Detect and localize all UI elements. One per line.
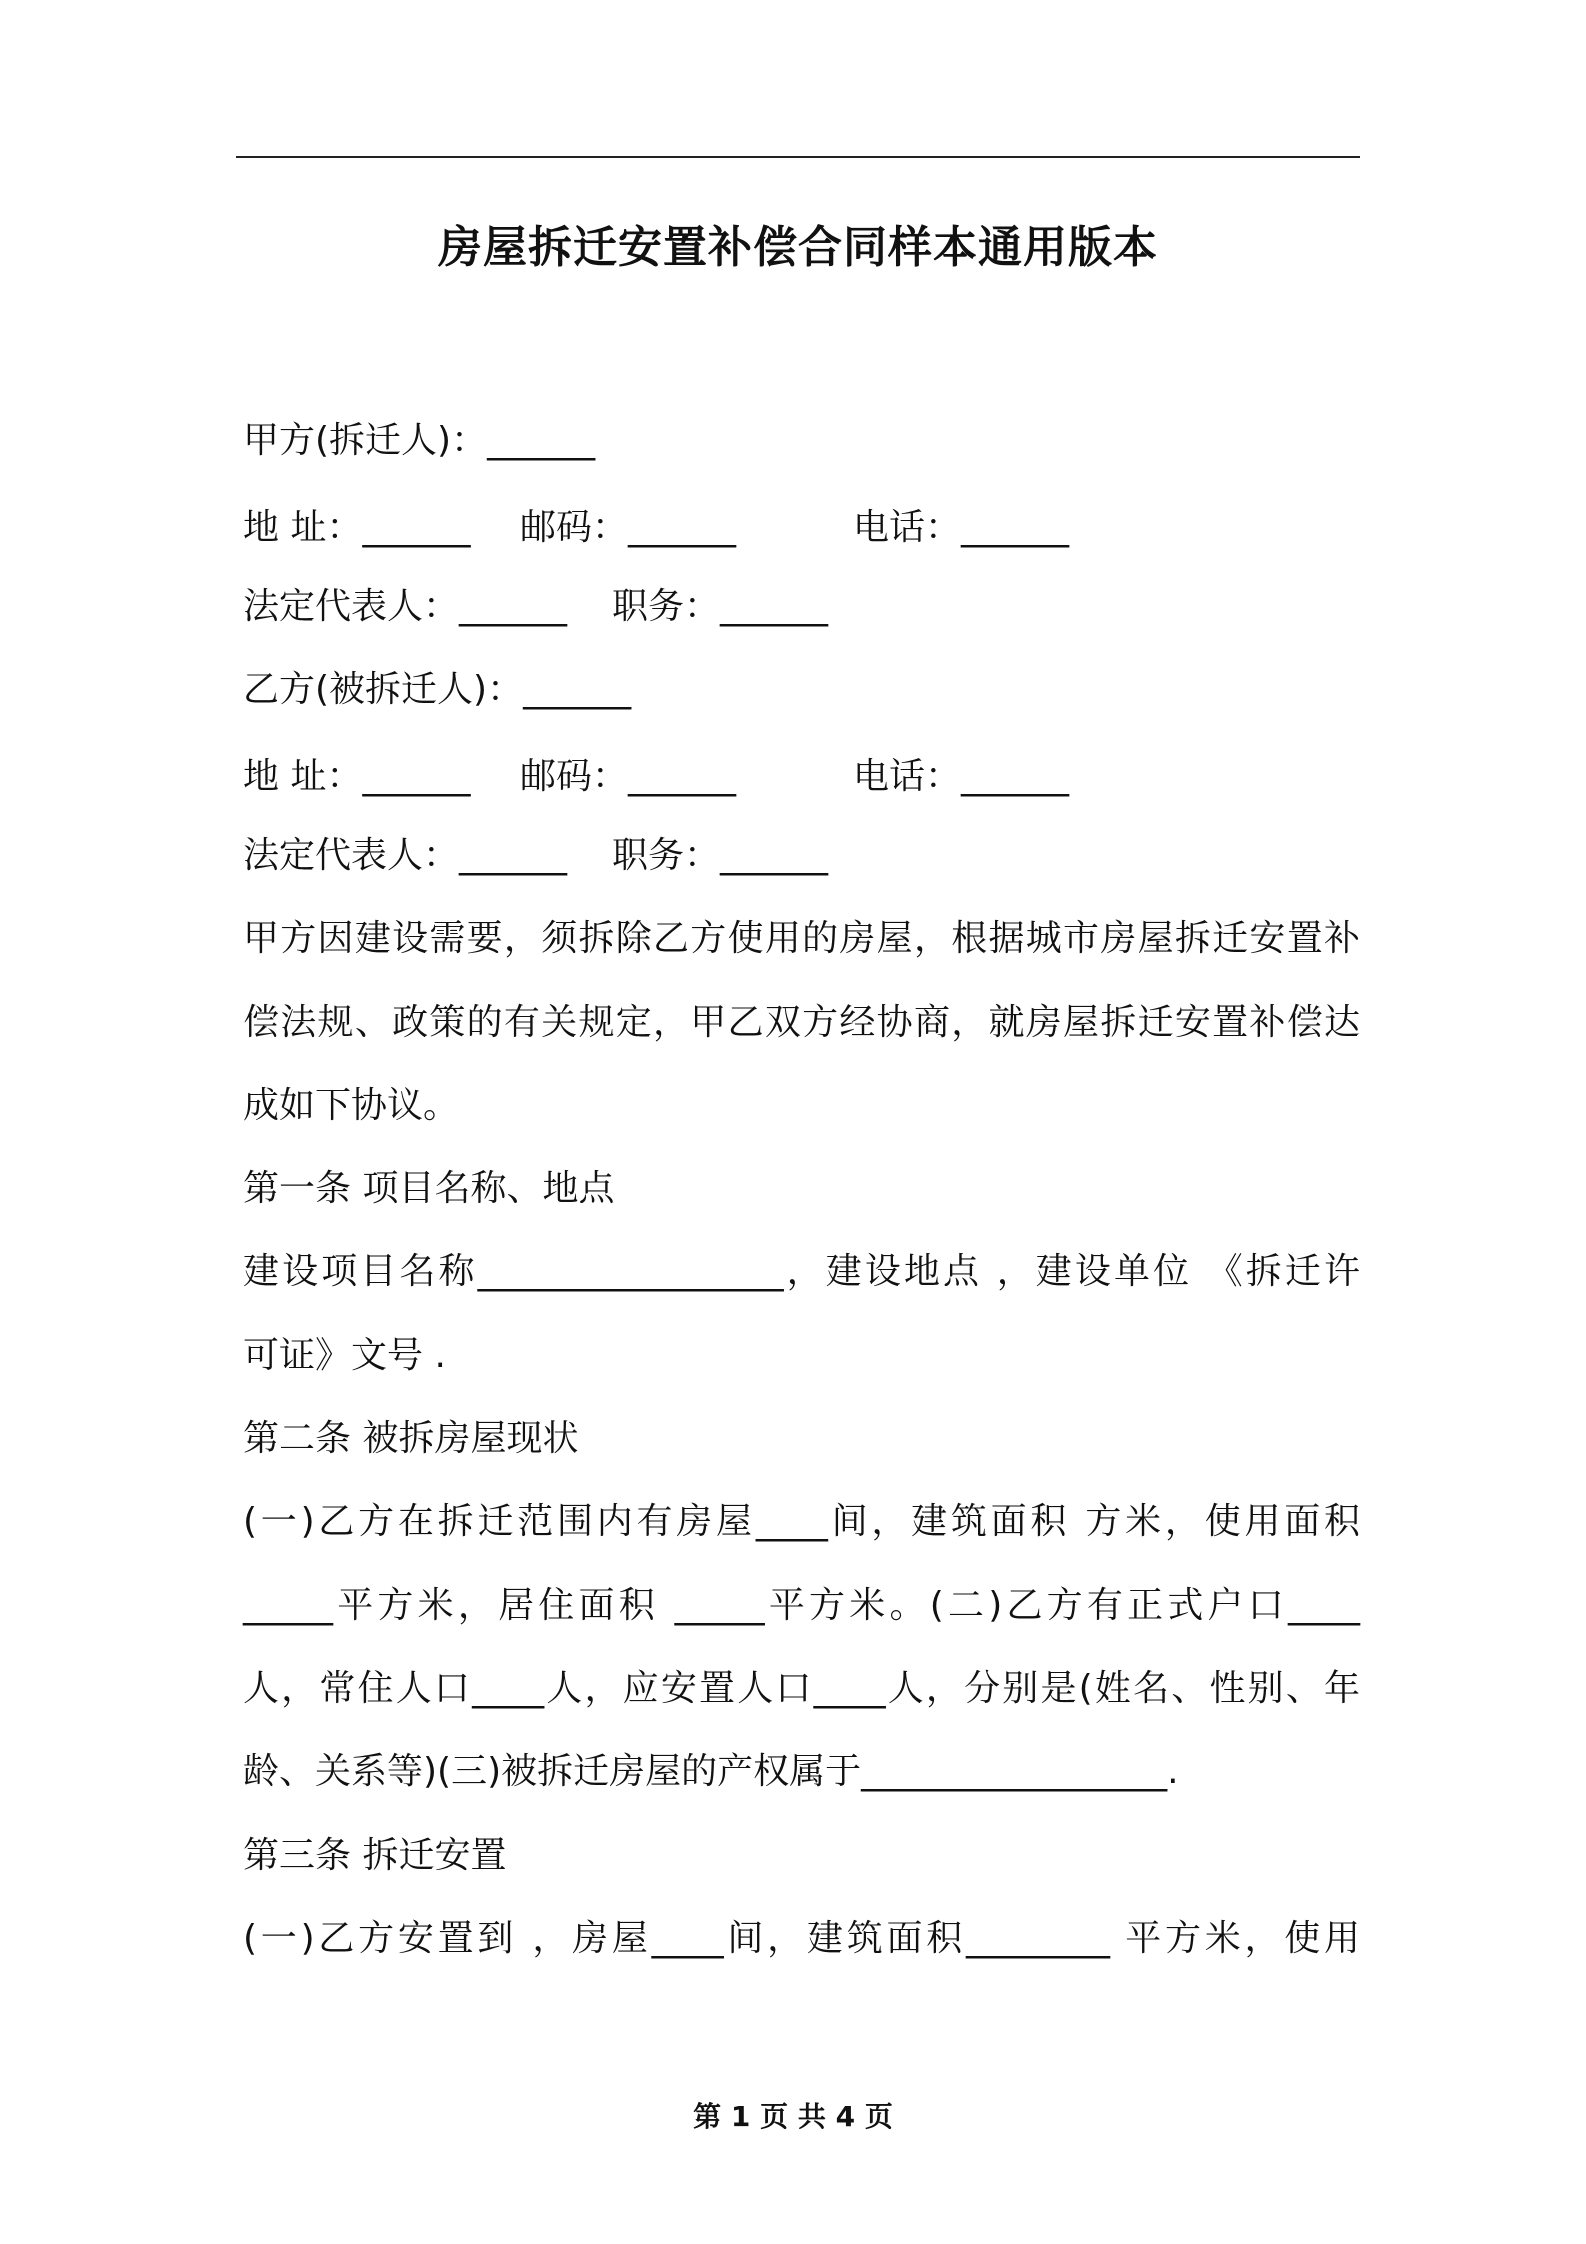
preamble-line-2: 偿法规、政策的有关规定，甲乙双方经协商，就房屋拆迁安置补偿达 — [243, 1002, 1360, 1043]
article-3-line-1: (一)乙方安置到 ，房屋____间，建筑面积________ 平方米，使用 — [243, 1918, 1360, 1959]
party-b-address: 地 址：______ — [243, 756, 471, 797]
preamble-line-3: 成如下协议。 — [243, 1085, 460, 1126]
article-1-line-1: 建设项目名称_________________，建设地点 ，建设单位 《拆迁许 — [243, 1251, 1360, 1292]
party-a-postcode: 邮码：______ — [520, 507, 737, 548]
party-b-phone: 电话：______ — [853, 756, 1070, 797]
article-2-line-3: 人，常住人口____人，应安置人口____人，分别是(姓名、性别、年 — [243, 1668, 1360, 1709]
party-a-representative: 法定代表人：______ — [243, 586, 568, 627]
party-b-representative: 法定代表人：______ — [243, 835, 568, 876]
page-number: 第 1 页 共 4 页 — [693, 2100, 893, 2133]
party-b-position: 职务：______ — [612, 835, 829, 876]
article-2-line-2: _____平方米，居住面积 _____平方米。(二)乙方有正式户口____ — [243, 1585, 1360, 1626]
header-rule — [236, 156, 1360, 158]
article-2-heading: 第二条 被拆房屋现状 — [243, 1418, 579, 1459]
party-b-postcode: 邮码：______ — [520, 756, 737, 797]
party-a-phone: 电话：______ — [853, 507, 1070, 548]
article-1-line-2: 可证》文号 . — [243, 1335, 446, 1376]
document-title: 房屋拆迁安置补偿合同样本通用版本 — [438, 222, 1158, 273]
party-a-position: 职务：______ — [612, 586, 829, 627]
party-a-heading: 甲方(拆迁人)：______ — [243, 420, 596, 461]
party-b-heading: 乙方(被拆迁人)：______ — [243, 669, 632, 710]
article-3-heading: 第三条 拆迁安置 — [243, 1835, 507, 1876]
article-1-heading: 第一条 项目名称、地点 — [243, 1168, 615, 1209]
article-2-line-1: (一)乙方在拆迁范围内有房屋____间，建筑面积 方米，使用面积 — [243, 1501, 1360, 1542]
preamble-line-1: 甲方因建设需要，须拆除乙方使用的房屋，根据城市房屋拆迁安置补 — [243, 918, 1360, 959]
article-2-line-4: 龄、关系等)(三)被拆迁房屋的产权属于_________________. — [243, 1751, 1179, 1792]
party-a-address: 地 址：______ — [243, 507, 471, 548]
